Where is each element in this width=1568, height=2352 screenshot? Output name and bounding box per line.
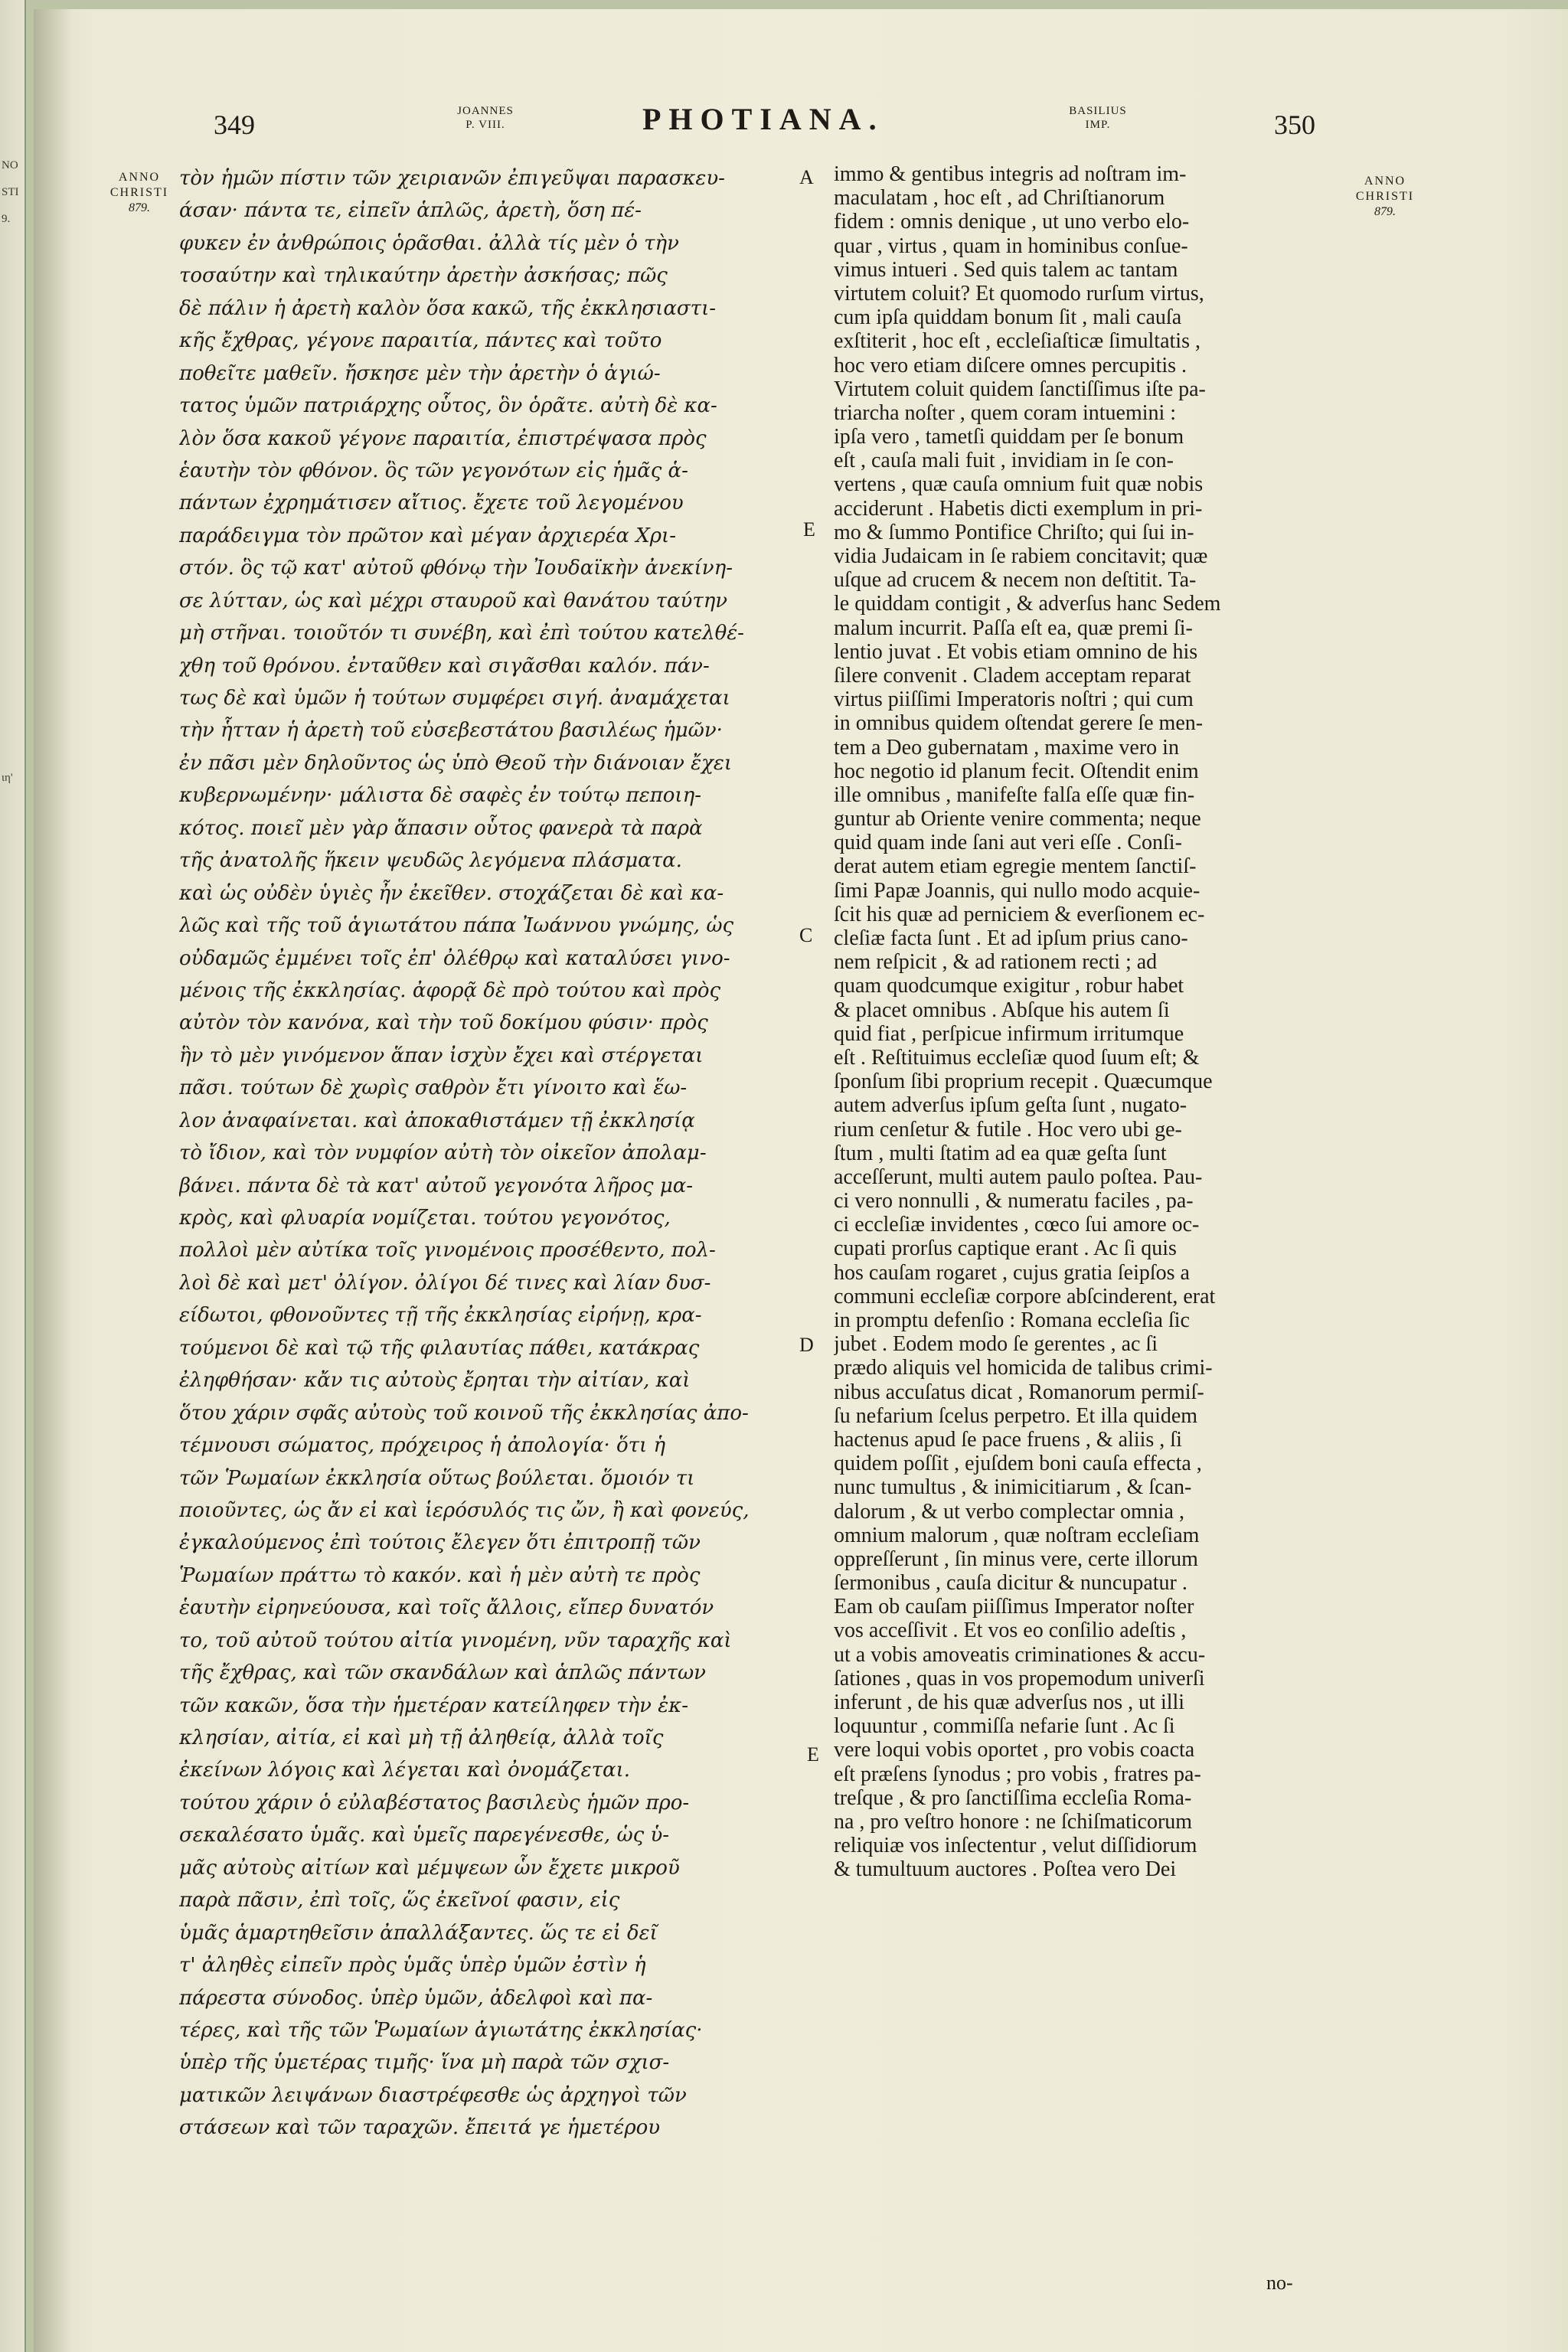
text-line: quid fiat , perſpicue infirmum irritumque bbox=[834, 1021, 1184, 1046]
text-line: δὲ πάλιν ἡ ἀρετὴ καλὸν ὅσα κακῶ, τῆς ἐκκλησιαστι- bbox=[179, 296, 717, 320]
text-line: ὅτου χάριν σφᾶς αὐτοὺς τοῦ κοινοῦ τῆς ἐκκλησίας ἀπο- bbox=[179, 1401, 749, 1425]
text-line: κῆς ἔχθρας, γέγονε παραιτία, πάντες καὶ τοῦτο bbox=[179, 329, 662, 353]
text-line: & tumultuum auctores . Poſtea vero Dei bbox=[834, 1857, 1177, 1882]
text-line: ἐληφθήσαν· κἄν τις αὐτοὺς ἔρηται τὴν αἰτίαν, καὶ bbox=[179, 1369, 691, 1393]
text-line: eſt præſens ſynodus ; pro vobis , fratres pa- bbox=[834, 1762, 1201, 1786]
text-line: in promptu defenſio : Romana eccleſia ſic bbox=[834, 1308, 1190, 1332]
margin-label: CHRISTI bbox=[109, 186, 169, 199]
text-line: ἣν τὸ μὲν γινόμενον ἅπαν ἰσχὺν ἔχει καὶ στέργεται bbox=[179, 1044, 704, 1067]
right-margin-note bbox=[1343, 174, 1427, 220]
left-margin-note bbox=[101, 170, 178, 216]
text-line: το, τοῦ αὐτοῦ τούτου αἰτία γινομένη, νῦν ταραχῆς καὶ bbox=[179, 1628, 732, 1652]
text-line: καὶ ὡς οὐδὲν ὑγιὲς ἦν ἐκεῖθεν. στοχάζεται δὲ καὶ κα- bbox=[179, 881, 724, 905]
text-line: quar , virtus , quam in hominibus conſue- bbox=[834, 234, 1188, 258]
right-page-number: 350 bbox=[1274, 109, 1315, 140]
text-line: guntur ab Oriente venire commenta; neque bbox=[834, 807, 1201, 831]
text-line: hactenus apud ſe pace fruens , & aliis , ſi bbox=[834, 1427, 1182, 1452]
margin-year: 879. bbox=[129, 201, 150, 214]
text-line: virtus piiſſimi Imperatoris noſtri ; qui cum bbox=[834, 688, 1194, 712]
text-line: nunc tumultus , & inimicitiarum , & ſcan- bbox=[834, 1475, 1192, 1500]
text-line: τως δὲ καὶ ὑμῶν ἡ τούτων συμφέρει σιγή. ἀναμάχεται bbox=[179, 687, 730, 710]
text-line: na , pro veſtro honore : ne ſchiſmaticorum bbox=[834, 1809, 1193, 1834]
text-line: τὸν ἡμῶν πίστιν τῶν χειριανῶν ἐπιγεῦψαι παρασκευ- bbox=[179, 167, 725, 190]
page-title: PHOTIANA. bbox=[642, 102, 884, 136]
text-line: ſtum , multi ſtatim ad ea quæ geſta ſunt bbox=[834, 1141, 1167, 1165]
section-letter: E bbox=[807, 1743, 819, 1766]
text-line: κλησίαν, αἰτία, εἰ καὶ μὴ τῇ ἀληθείᾳ, ἀλλὰ τοῖς bbox=[179, 1726, 664, 1749]
text-line: τῆς ἔχθρας, καὶ τῶν σκανδάλων καὶ ἁπλῶς πάντων bbox=[179, 1661, 706, 1685]
text-line: vere loqui vobis oportet , pro vobis coacta bbox=[834, 1738, 1195, 1762]
latin-text-column bbox=[834, 162, 1339, 1882]
text-line: οὐδαμῶς ἐμμένει τοῖς ἐπ' ὀλέθρῳ καὶ καταλύσει γινο- bbox=[179, 946, 730, 970]
text-line: eſt , cauſa mali fuit , invidiam in ſe con- bbox=[834, 449, 1174, 473]
text-line: ἑαυτὴν τὸν φθόνον. ὃς τῶν γεγονότων εἰς ἡμᾶς ἁ- bbox=[179, 459, 688, 482]
text-line: exſtiterit , hoc eſt , eccleſiaſticæ ſimultatis , bbox=[834, 329, 1200, 354]
text-line: φυκεν ἐν ἀνθρώποις ὁρᾶσθαι. ἀλλὰ τίς μὲν ὁ τὴν bbox=[179, 231, 679, 255]
text-line: ποιοῦντες, ὡς ἄν εἰ καὶ ἱερόσυλός τις ὤν, ἢ καὶ φονεύς, bbox=[179, 1498, 750, 1522]
text-line: Ῥωμαίων πράττω τὸ κακόν. καὶ ἡ μὲν αὐτὴ τε πρὸς bbox=[179, 1563, 701, 1587]
text-line: ci vero nonnulli , & numeratu faciles , pa- bbox=[834, 1189, 1194, 1214]
text-line: τὸ ἴδιον, καὶ τὸν νυμφίον αὐτὴ τὸν οἰκεῖον ἀπολαμ- bbox=[179, 1142, 707, 1165]
text-line: λὸν ὅσα κακοῦ γέγονε παραιτία, ἐπιστρέψασα πρὸς bbox=[179, 426, 707, 450]
running-head-line: P. VIII. bbox=[466, 119, 505, 131]
text-line: loquuntur , commiſſa nefarie ſunt . Ac ſi bbox=[834, 1714, 1175, 1739]
text-line: ſilere convenit . Cladem acceptam reparat bbox=[834, 663, 1191, 688]
text-line: cupati prorſus captique erant . Ac ſi quis bbox=[834, 1236, 1177, 1261]
text-line: κότος. ποιεῖ μὲν γὰρ ἅπασιν οὗτος φανερὰ τὰ παρὰ bbox=[179, 816, 703, 840]
text-line: vertens , quæ cauſa omnium fuit quæ nobis bbox=[834, 472, 1204, 497]
edge-fragment: ιη' bbox=[2, 772, 13, 784]
text-line: πάρεστα σύνοδος. ὑπὲρ ὑμῶν, ἀδελφοὶ καὶ πα- bbox=[179, 1986, 653, 2010]
running-head-line: JOANNES bbox=[457, 105, 514, 117]
text-line: ποθεῖτε μαθεῖν. ἤσκησε μὲν τὴν ἀρετὴν ὁ ἁγιώ- bbox=[179, 361, 661, 385]
text-line: άσαν· πάντα τε, εἰπεῖν ἁπλῶς, ἀρετὴ, ὅση πέ- bbox=[179, 199, 642, 223]
text-line: maculatam , hoc eſt , ad Chriſtianorum bbox=[834, 186, 1165, 211]
text-line: ἑαυτὴν εἰρηνεύουσα, καὶ τοῖς ἄλλοις, εἴπερ δυνατόν bbox=[179, 1596, 714, 1620]
edge-fragment: NO bbox=[2, 159, 18, 172]
text-line: hos cauſam rogaret , cujus gratia ſeipſos a bbox=[834, 1260, 1190, 1285]
text-line: quam quodcumque exigitur , robur habet bbox=[834, 974, 1184, 998]
text-line: ἐγκαλούμενος ἐπὶ τούτοις ἔλεγεν ὅτι ἐπιτροπῇ τῶν bbox=[179, 1531, 701, 1555]
text-line: virtutem coluit? Et quomodo rurſum virtus, bbox=[834, 281, 1204, 305]
text-line: vimus intueri . Sed quis talem ac tantam bbox=[834, 257, 1178, 282]
text-line: τέρες, καὶ τῆς τῶν Ῥωμαίων ἁγιωτάτης ἐκκλησίας· bbox=[179, 2018, 703, 2042]
text-line: nibus accuſatus dicat , Romanorum permiſ- bbox=[834, 1380, 1204, 1404]
text-line: βάνει. πάντα δὲ τὰ κατ' αὐτοῦ γεγονότα λῆρος μα- bbox=[179, 1174, 694, 1197]
previous-page-edge bbox=[0, 0, 26, 2352]
text-line: ἐκείνων λόγοις καὶ λέγεται καὶ ὀνομάζεται. bbox=[179, 1759, 631, 1782]
section-letter: C bbox=[799, 924, 813, 946]
text-line: acciderunt . Habetis dicti exemplum in pri- bbox=[834, 496, 1203, 521]
text-line: quid quam inde ſani aut veri eſſe . Conſi- bbox=[834, 831, 1182, 855]
running-head-line: IMP. bbox=[1085, 119, 1111, 131]
text-line: πολλοὶ μὲν αὐτίκα τοῖς γινομένοις προσέθεντο, πολ- bbox=[179, 1239, 716, 1263]
text-line: Virtutem coluit quidem ſanctiſſimus iſte pa- bbox=[834, 377, 1206, 401]
text-line: πάντων ἐχρημάτισεν αἴτιος. ἔχετε τοῦ λεγομένου bbox=[179, 492, 684, 515]
text-line: ſimi Papæ Joannis, qui nullo modo acquie- bbox=[834, 878, 1200, 903]
text-line: παράδειγμα τὸν πρῶτον καὶ μέγαν ἀρχιερέα Χρι- bbox=[179, 524, 676, 547]
margin-label: ANNO bbox=[118, 171, 161, 184]
text-line: χθη τοῦ θρόνου. ἐνταῦθεν καὶ σιγᾶσθαι καλόν. πάν- bbox=[179, 654, 710, 678]
text-line: Eam ob cauſam piiſſimus Imperator noſter bbox=[834, 1595, 1194, 1619]
text-line: hoc negotio id planum fecit. Oſtendit enim bbox=[834, 759, 1199, 783]
text-line: λον ἀναφαίνεται. καὶ ἀποκαθιστάμεν τῇ ἐκκλησίᾳ bbox=[179, 1109, 695, 1132]
text-line: μένοις τῆς ἐκκλησίας. ἀφορᾷ δὲ πρὸ τούτου καὶ πρὸς bbox=[179, 978, 721, 1002]
text-line: μᾶς αὐτοὺς αἰτίων καὶ μέμψεων ὧν ἔχετε μικροῦ bbox=[179, 1856, 680, 1880]
edge-fragment: STI bbox=[2, 186, 19, 198]
text-line: τῶν κακῶν, ὅσα τὴν ἡμετέραν κατείληφεν τὴν ἐκ- bbox=[179, 1694, 689, 1717]
text-line: prædo aliquis vel homicida de talibus crimi- bbox=[834, 1356, 1213, 1380]
running-head-line: BASILIUS bbox=[1069, 105, 1127, 117]
text-line: cum ipſa quiddam bonum ſit , mali cauſa bbox=[834, 305, 1182, 330]
text-line: inferunt , de his quæ adverſus nos , ut illi bbox=[834, 1690, 1185, 1714]
margin-year: 879. bbox=[1374, 205, 1396, 218]
text-line: ἐν πᾶσι μὲν δηλοῦντος ὡς ὑπὸ Θεοῦ τὴν διάνοιαν ἔχει bbox=[179, 751, 733, 775]
text-line: ſermonibus , cauſa dicitur & nuncupatur . bbox=[834, 1571, 1187, 1596]
edge-fragment: 9. bbox=[2, 213, 11, 225]
text-line: ci eccleſiæ invidentes , cœco ſui amore oc- bbox=[834, 1213, 1200, 1237]
text-line: λοὶ δὲ καὶ μετ' ὀλίγον. ὀλίγοι δέ τινες καὶ λίαν δυσ- bbox=[179, 1271, 711, 1295]
left-page-number: 349 bbox=[214, 109, 255, 140]
text-line: autem adverſus ipſum geſta ſunt , nugato- bbox=[834, 1093, 1187, 1118]
text-line: rium cenſetur & futile . Hoc vero ubi ge- bbox=[834, 1117, 1182, 1142]
text-line: ut a vobis amoveatis criminationes & accu- bbox=[834, 1642, 1206, 1667]
text-line: vidia Judaicam in ſe rabiem concitavit; quæ bbox=[834, 544, 1208, 568]
text-line: quidem poſſit , ejuſdem boni cauſa effecta , bbox=[834, 1452, 1202, 1476]
text-line: τῶν Ῥωμαίων ἐκκλησία οὕτως βούλεται. ὅμοιόν τι bbox=[179, 1466, 695, 1490]
margin-label: ANNO bbox=[1364, 175, 1406, 188]
text-line: tem a Deo gubernatam , maxime vero in bbox=[834, 735, 1179, 760]
text-line: λῶς καὶ τῆς τοῦ ἁγιωτάτου πάπα Ἰωάννου γνώμης, ὡς bbox=[179, 914, 734, 938]
text-line: jubet . Eodem modo ſe gerentes , ac ſi bbox=[834, 1332, 1158, 1357]
text-line: nem reſpicit , & ad rationem recti ; ad bbox=[834, 950, 1158, 975]
section-letter: A bbox=[799, 166, 814, 188]
text-line: mo & ſummo Pontifice Chriſto; qui ſui in- bbox=[834, 520, 1194, 544]
left-running-head bbox=[447, 104, 524, 132]
text-line: cleſiæ facta ſunt . Et ad ipſum prius cano- bbox=[834, 926, 1188, 950]
right-running-head bbox=[1056, 104, 1140, 132]
text-line: triarcha noſter , quem coram intuemini : bbox=[834, 400, 1177, 425]
book-page bbox=[34, 9, 1568, 2352]
text-line: παρὰ πᾶσιν, ἐπὶ τοῖς, ὥς ἐκεῖνοί φασιν, εἰς bbox=[179, 1889, 620, 1913]
text-line: oppreſſerunt , ſin minus vere, certe illorum bbox=[834, 1547, 1198, 1571]
text-line: τῆς ἀνατολῆς ἥκειν ψευδῶς λεγόμενα πλάσματα. bbox=[179, 849, 682, 873]
text-line: ſationes , quas in vos propemodum univerſi bbox=[834, 1666, 1205, 1690]
text-line: in omnibus quidem oſtendat gerere ſe men- bbox=[834, 711, 1204, 736]
text-line: ſu nefarium ſcelus perpetro. Et illa quidem bbox=[834, 1403, 1198, 1428]
text-line: είδωτοι, φθονοῦντες τῇ τῆς ἐκκλησίας εἰρήνῃ, κρα- bbox=[179, 1304, 702, 1328]
text-line: τατος ὑμῶν πατριάρχης οὗτος, ὃν ὁρᾶτε. αὐτὴ δὲ κα- bbox=[179, 394, 717, 418]
text-line: τούτου χάριν ὁ εὐλαβέστατος βασιλεὺς ἡμῶν προ- bbox=[179, 1791, 690, 1815]
text-line: τὴν ἧτταν ἡ ἀρετὴ τοῦ εὐσεβεστάτου βασιλέως ἡμῶν· bbox=[179, 719, 723, 743]
text-line: & placet omnibus . Abſque his autem ſi bbox=[834, 998, 1170, 1022]
text-line: ματικῶν λειψάνων διαστρέφεσθε ὡς ἀρχηγοὶ τῶν bbox=[179, 2083, 687, 2107]
text-line: derat autem etiam egregie mentem ſanctiſ- bbox=[834, 854, 1197, 879]
text-line: πᾶσι. τούτων δὲ χωρὶς σαθρὸν ἔτι γίνοιτο καὶ ἕω- bbox=[179, 1076, 688, 1100]
text-line: ὑπὲρ τῆς ὑμετέρας τιμῆς· ἵνα μὴ παρὰ τῶν σχισ- bbox=[179, 2051, 670, 2075]
text-line: κυβερνωμένην· μάλιστα δὲ σαφὲς ἐν τούτῳ πεποιη- bbox=[179, 784, 701, 808]
text-line: τέμνουσι σώματος, πρόχειρος ἡ ἀπολογία· ὅτι ἡ bbox=[179, 1434, 666, 1458]
text-line: treſque , & pro ſanctiſſima eccleſia Roma- bbox=[834, 1785, 1192, 1810]
text-line: μὴ στῆναι. τοιοῦτόν τι συνέβη, καὶ ἐπὶ τούτου κατελθέ- bbox=[179, 622, 744, 645]
text-line: reliquiæ vos inſectentur , velut diſſidiorum bbox=[834, 1834, 1197, 1858]
text-line: κρὸς, καὶ φλυαρία νομίζεται. τούτου γεγονότος, bbox=[179, 1207, 671, 1230]
text-line: hoc vero etiam diſcere omnes percupitis . bbox=[834, 353, 1187, 377]
margin-label: CHRISTI bbox=[1355, 190, 1415, 203]
text-line: ille omnibus , manifeſte falſa eſſe quæ fin- bbox=[834, 782, 1195, 807]
text-line: ſcit his quæ ad perniciem & everſionem ec- bbox=[834, 902, 1205, 926]
text-line: vos acceſſivit . Et vos eo conſilio adeſtis , bbox=[834, 1619, 1187, 1643]
text-line: immo & gentibus integris ad noſtram im- bbox=[834, 162, 1187, 186]
text-line: τοσαύτην καὶ τηλικαύτην ἀρετὴν ἀσκήσας; πῶς bbox=[179, 264, 668, 288]
text-line: ſponſum ſibi proprium recepit . Quæcumque bbox=[834, 1070, 1213, 1094]
text-line: αὐτὸν τὸν κανόνα, καὶ τὴν τοῦ δοκίμου φύσιν· πρὸς bbox=[179, 1011, 708, 1035]
text-line: omnium malorum , quæ noſtram eccleſiam bbox=[834, 1523, 1200, 1547]
text-line: σεκαλέσατο ὑμᾶς. καὶ ὑμεῖς παρεγένεσθε, ὡς ὑ- bbox=[179, 1824, 670, 1847]
text-line: le quiddam contigit , & adverſus hanc Sedem bbox=[834, 592, 1221, 616]
catchword: no- bbox=[1266, 2272, 1293, 2294]
text-line: στάσεων καὶ τῶν ταραχῶν. ἔπειτά γε ἡμετέρου bbox=[179, 2116, 661, 2140]
section-letter: E bbox=[803, 518, 815, 541]
text-line: ὑμᾶς ἁμαρτηθεῖσιν ἀπαλλάξαντες. ὥς τε εἰ δεῖ bbox=[179, 1921, 658, 1945]
text-line: malum incurrit. Paſſa eſt ea, quæ premi ſi- bbox=[834, 616, 1193, 640]
text-line: στόν. ὃς τῷ κατ' αὐτοῦ φθόνῳ τὴν Ἰουδαϊκὴν ἀνεκίνη- bbox=[179, 557, 733, 580]
text-line: τούμενοι δὲ καὶ τῷ τῆς φιλαυτίας πάθει, κατάκρας bbox=[179, 1336, 700, 1360]
text-line: communi eccleſiæ corpore abſcinderent, erat bbox=[834, 1284, 1216, 1308]
text-line: τ' ἀληθὲς εἰπεῖν πρὸς ὑμᾶς ὑπὲρ ὑμῶν ἐστὶν ἡ bbox=[179, 1954, 646, 1978]
section-letter: D bbox=[799, 1334, 814, 1356]
text-line: ipſa vero , tametſi quiddam per ſe bonum bbox=[834, 425, 1184, 449]
greek-text-column bbox=[179, 162, 838, 2145]
text-line: lentio juvat . Et vobis etiam omnino de his bbox=[834, 639, 1198, 664]
page-gutter-shadow bbox=[34, 9, 72, 2352]
text-line: eſt . Reſtituimus eccleſiæ quod ſuum eſt; & bbox=[834, 1045, 1200, 1070]
text-line: σε λύτταν, ὡς καὶ μέχρι σταυροῦ καὶ θανάτου ταύτην bbox=[179, 589, 728, 612]
text-line: uſque ad crucem & necem non deſtitit. Ta- bbox=[834, 568, 1197, 593]
text-line: dalorum , & ut verbo complectar omnia , bbox=[834, 1499, 1184, 1524]
text-line: acceſſerunt, multi autem paulo poſtea. Pau- bbox=[834, 1165, 1203, 1189]
text-line: fidem : omnis denique , ut uno verbo elo- bbox=[834, 210, 1190, 234]
